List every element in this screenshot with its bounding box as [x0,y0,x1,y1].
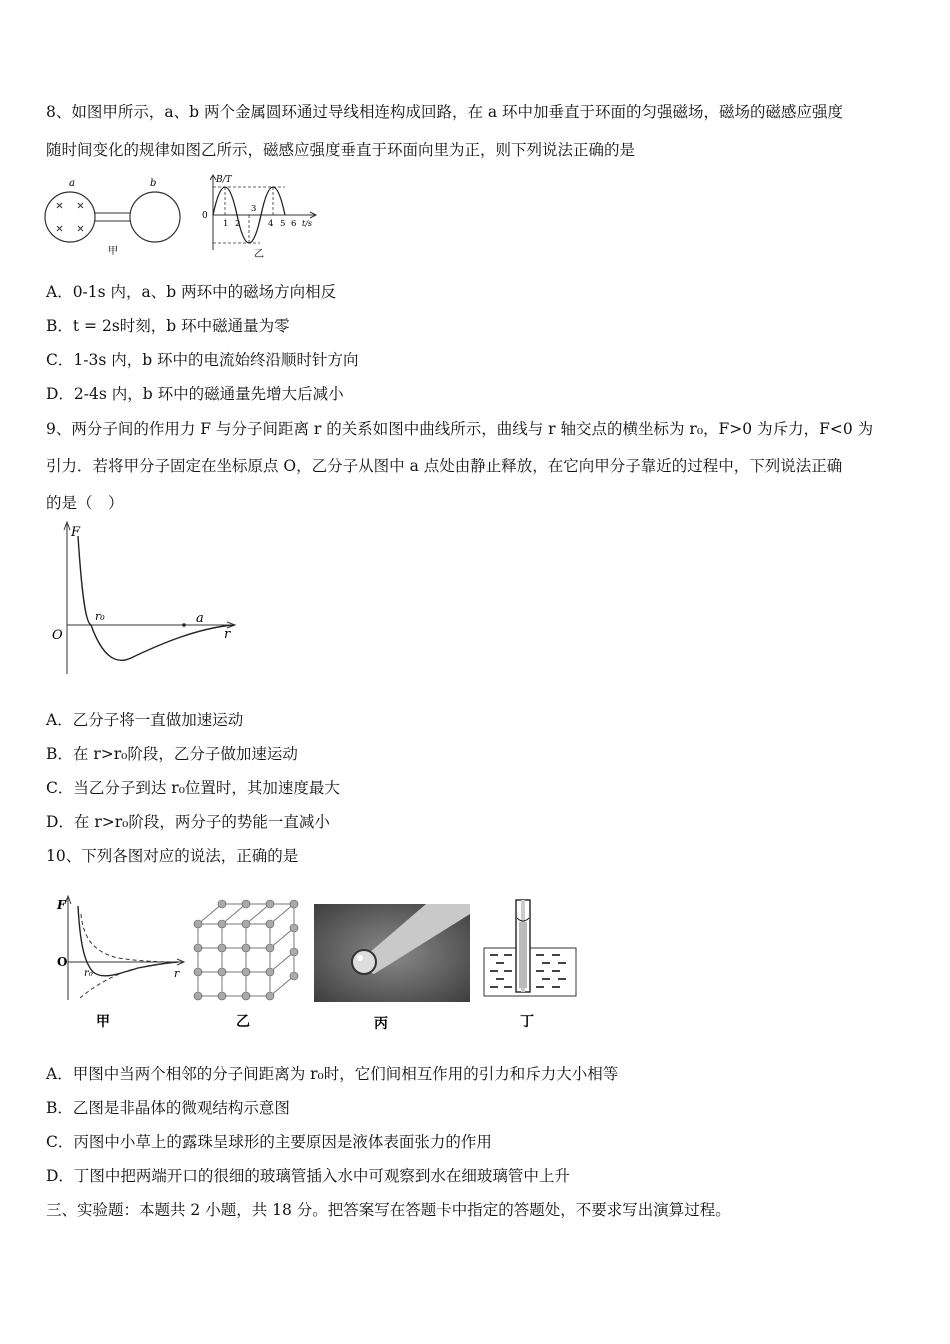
q10-stem: 10、下列各图对应的说法，正确的是 [46,847,299,865]
repulsion-curve [81,914,178,962]
tick-1: 1 [223,219,229,229]
water-column [519,922,527,988]
tick-4: 4 [268,219,274,229]
ring-b [130,192,180,242]
q10-option-d: D．丁图中把两端开口的很细的玻璃管插入水中可观察到水在细玻璃管中上升 [46,1167,570,1185]
q9-option-b: B．在 r>r₀阶段，乙分子做加速运动 [46,745,298,763]
q8-figure-jia [42,176,187,258]
f-axis-label: F [71,525,81,540]
y-axis-label: B/T [216,175,232,185]
q10-option-a: A．甲图中当两个相邻的分子间距离为 r₀时，它们间相互作用的引力和斥力大小相等 [46,1065,619,1083]
f-label: F [57,898,66,912]
q8-option-c: C．1-3s 内，b 环中的电流始终沿顺时针方向 [46,351,359,369]
q9-stem-line1: 9、两分子间的作用力 F 与分子间距离 r 的关系如图中曲线所示，曲线与 r 轴交点的横坐标为 r₀，F>0 为斥力，F<0 为 [46,420,874,438]
q10-figure-bing-dewdrop [314,904,470,1032]
q9-stem-line2: 引力．若将甲分子固定在坐标原点 O，乙分子从图中 a 点处由静止释放，在它向甲分子靠近的过程中，下列说法正确 [46,457,843,475]
fig-jia-caption: 甲 [108,246,118,257]
section3-heading: 三、实验题：本题共 2 小题，共 18 分。把答案写在答题卡中指定的答题处，不要求写出演算过程。 [46,1201,731,1219]
fig-jia-caption: 甲 [96,1014,110,1030]
x-axis-label: t/s [302,219,313,228]
q10-figure-yi-lattice [190,896,310,1032]
point-a-label: a [196,611,204,626]
o-label: O [57,955,68,969]
ring-a-label: a [69,178,75,189]
ring-a [45,192,95,242]
q10-figure-ding-capillary [478,896,582,1032]
q9-option-c: C．当乙分子到达 r₀位置时，其加速度最大 [46,779,340,797]
tick-2: 2 [235,219,241,229]
fig-yi-caption: 乙 [236,1014,250,1030]
q9-option-d: D．在 r>r₀阶段，两分子的势能一直减小 [46,813,330,831]
fig-bing-caption: 丙 [374,1016,388,1032]
attraction-curve [80,962,178,998]
r-axis-label: r [224,627,231,642]
fig-ding-caption: 丁 [520,1014,534,1030]
q8-stem-line2: 随时间变化的规律如图乙所示，磁感应强度垂直于环面向里为正，则下列说法正确的是 [46,141,636,159]
tick-3: 3 [251,204,257,214]
point-a [182,623,186,627]
q8-stem-line1: 8、如图甲所示，a、b 两个金属圆环通过导线相连构成回路，在 a 环中加垂直于环面的匀强磁场，磁场的磁感应强度 [46,103,844,121]
q10-figure-jia [48,892,188,1032]
q9-option-a: A．乙分子将一直做加速运动 [46,711,244,729]
q8-option-d: D．2-4s 内，b 环中的磁通量先增大后减小 [46,385,344,403]
q8-option-a: A．0-1s 内，a、b 两环中的磁场方向相反 [46,283,337,301]
tick-6: 6 [291,219,297,229]
q9-force-distance-graph [46,518,242,678]
q10-option-c: C．丙图中小草上的露珠呈球形的主要原因是液体表面张力的作用 [46,1133,492,1151]
magnetic-field-crosses [57,203,83,231]
net-force-curve [78,906,178,976]
r0-label: r₀ [95,610,105,623]
dew-drop [352,950,376,974]
r0-label: r₀ [84,968,93,979]
origin-o-label: O [52,628,63,643]
q9-stem-line3: 的是（ ） [46,494,124,512]
origin-label: 0 [202,211,208,221]
q8-option-b: B．t = 2s时刻，b 环中磁通量为零 [46,317,290,335]
force-curve [78,536,234,660]
q10-option-b: B．乙图是非晶体的微观结构示意图 [46,1099,290,1117]
ring-b-label: b [150,178,157,189]
fig-yi-caption: 乙 [254,249,264,260]
q8-figure-yi [200,172,320,264]
r-label: r [174,967,180,980]
tick-5: 5 [280,219,286,229]
